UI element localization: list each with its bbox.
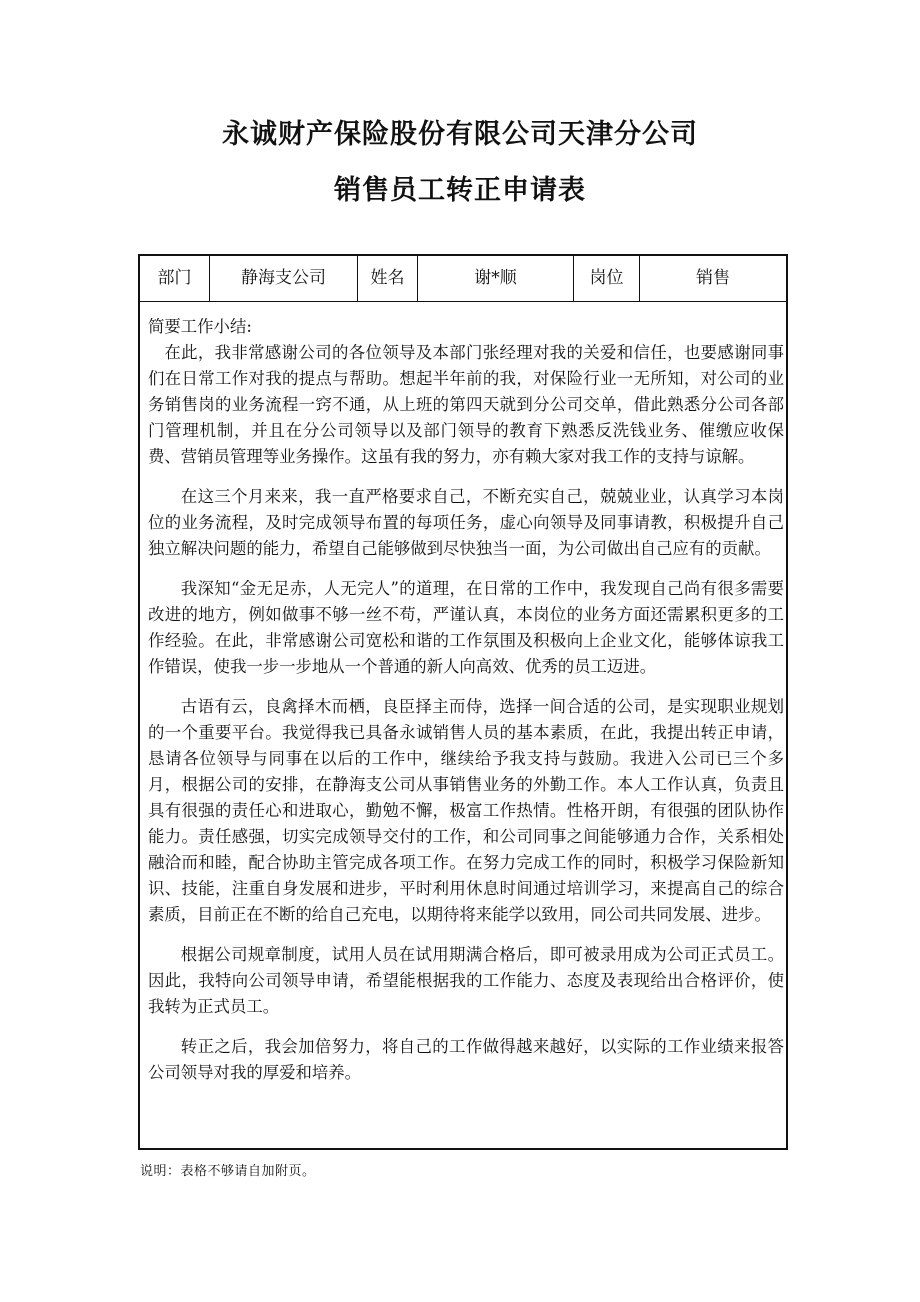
- summary-paragraph: 根据公司规章制度，试用人员在试用期满合格后，即可被录用成为公司正式员工。因此，我特向公司领导申请，希望能根据我的工作能力、态度及表现给出合格评价，使我转为正式员工。: [148, 945, 784, 1016]
- name-label: 姓名: [358, 256, 418, 301]
- application-form: [138, 254, 788, 1150]
- dept-value: 静海支公司: [210, 256, 358, 301]
- summary-label: 简要工作小结:: [148, 317, 252, 336]
- position-value: 销售: [696, 268, 730, 288]
- summary-paragraph: 转正之后，我会加倍努力，将自己的工作做得越来越好，以实际的工作业绩来报答公司领导对我的厚爱和培养。: [148, 1037, 784, 1082]
- name-value: 谢*顺: [418, 256, 574, 301]
- summary-paragraph: 古语有云，良禽择木而栖，良臣择主而侍，选择一间合适的公司，是实现职业规划的一个重要平台。我觉得我已具备永诚销售人员的基本素质，在此，我提出转正申请，恳请各位领导与同事在以后的工作中，继续给予我支持与鼓励。我进入公司已三个多月，根据公司的安排，在静海支公司从事销售业务的外勤工作。本人工作认真，负责且具有很强的责任心和进取心，勤勉不懈，极富工作热情。性格开朗，有很强的团队协作能力。责任感强，切实完成领导交付的工作，和公司同事之间能够通力合作，关系相处融洽而和睦，配合协助主管完成各项工作。在努力完成工作的同时，积极学习保险新知识、技能，注重自身发展和进步，平时利用休息时间通过培训学习，来提高自己的综合素质，目前正在不断的给自己充电，以期待将来能学以致用，同公司共同发展、进步。: [148, 697, 784, 924]
- info-row: [140, 256, 786, 302]
- summary-paragraph: 在此，我非常感谢公司的各位领导及本部门张经理对我的关爱和信任，也要感谢同事们在日常工作对我的提点与帮助。想起半年前的我，对保险行业一无所知，对公司的业务销售岗的业务流程一窍不通，从上班的第四天就到分公司交单，借此熟悉分公司各部门管理机制，并且在分公司领导以及部门领导的教育下熟悉反洗钱业务、催缴应收保费、营销员管理等业务操作。这虽有我的努力，亦有赖大家对我工作的支持与谅解。: [148, 343, 784, 466]
- summary-paragraph: 我深知“金无足赤，人无完人”的道理，在日常的工作中，我发现自己尚有很多需要改进的地方，例如做事不够一丝不苟，严谨认真，本岗位的业务方面还需累积更多的工作经验。在此，非常感谢公司宽松和谐的工作氛围及积极向上企业文化，能够体谅我工作错误，使我一步一步地从一个普通的新人向高效、优秀的员工迈进。: [148, 579, 784, 676]
- work-summary: [148, 314, 784, 1086]
- dept-label: 部门: [140, 256, 210, 301]
- summary-paragraph: 在这三个月来来，我一直严格要求自己，不断充实自己，兢兢业业，认真学习本岗位的业务流程，及时完成领导布置的每项任务，虚心向领导及同事请教，积极提升自己独立解决问题的能力，希望自己能够做到尽快独当一面，为公司做出自己应有的贡献。: [148, 487, 784, 558]
- position-label: 岗位: [574, 256, 640, 301]
- form-title: 销售员工转正申请表: [334, 175, 586, 206]
- document-title: 永诚财产保险股份有限公司天津分公司: [222, 119, 698, 150]
- footer-note: 说明：表格不够请自加附页。: [140, 1164, 316, 1179]
